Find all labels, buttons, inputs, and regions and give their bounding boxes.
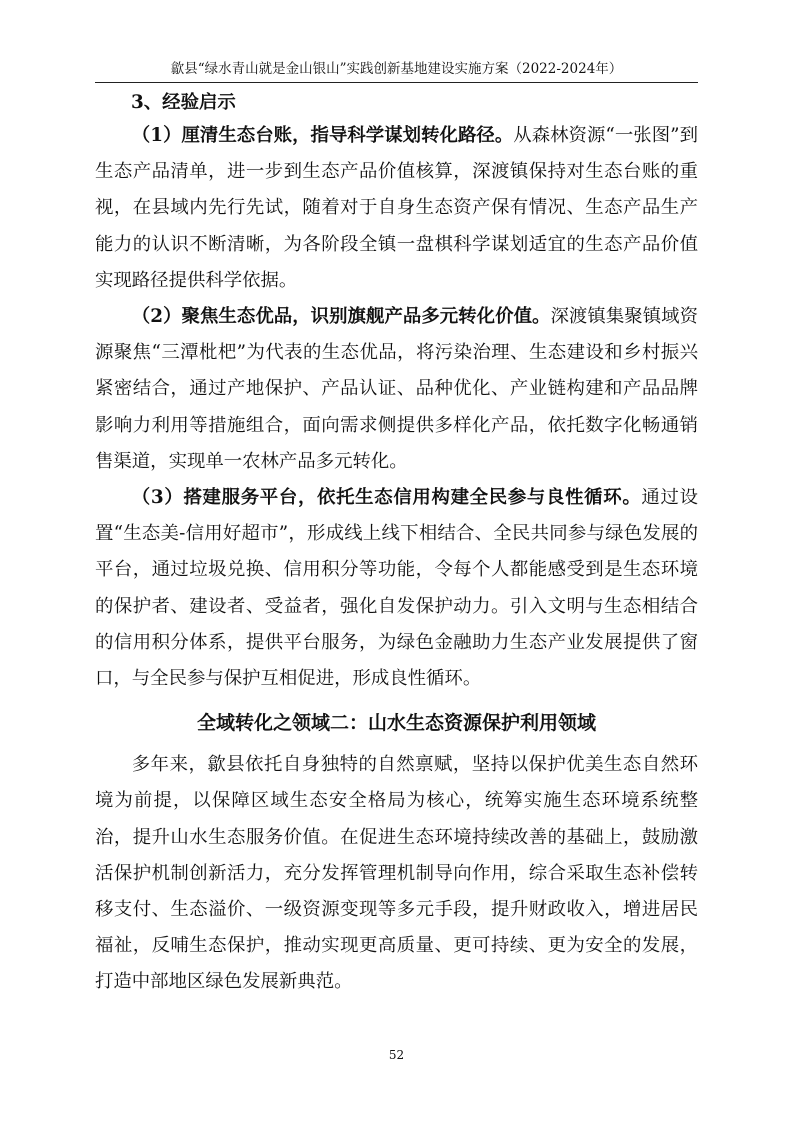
- insight-paragraph-2: [95, 299, 698, 480]
- insight-body-1: 从森林资源“一张图”到生态产品清单，进一步到生态产品价值核算，深渡镇保持对生态台账的重视，在县域内先行先试，随着对于自身生态资产保有情况、生态产品生产能力的认识不断清晰，为各阶段全镇一盘棋科学谋划适宜的生态产品价值实现路径提供科学依据。: [95, 125, 698, 291]
- insight-body-2: 深渡镇集聚镇域资源聚焦“三潭枇杷”为代表的生态优品，将污染治理、生态建设和乡村振兴紧密结合，通过产地保护、产品认证、品种优化、产业链构建和产品品牌影响力利用等措施组合，面向需求侧提供多样化产品，依托数字化畅通销售渠道，实现单一农林产品多元转化。: [95, 306, 698, 472]
- insight-lead-3: （3）搭建服务平台，依托生态信用构建全民参与良性循环。: [131, 487, 642, 509]
- running-header: 歙县“绿水青山就是金山银山”实践创新基地建设实施方案（2022-2024年）: [170, 61, 623, 77]
- insight-lead-1: （1）厘清生态台账，指导科学谋划转化路径。: [131, 125, 514, 146]
- insight-lead-2: （2）聚焦生态优品，识别旗舰产品多元转化价值。: [131, 306, 551, 328]
- page-number: 52: [388, 1048, 405, 1062]
- page-content: [95, 88, 698, 1001]
- domain-two-heading: 全域转化之领域二：山水生态资源保护利用领域: [196, 712, 596, 735]
- section-heading-experience: 3、经验启示: [131, 92, 236, 113]
- insight-body-3: 通过设置“生态美-信用好超市”，形成线上线下相结合、全民共同参与绿色发展的平台，通过垃圾兑换、信用积分等功能，令每个人都能感受到是生态环境的保护者、建设者、受益者，强化自发保护动力。引入文明与生态相结合的信用积分体系，提供平台服务，为绿色金融助力生态产业发展提供了窗口，与全民参与保护互相促进，形成良性循环。: [95, 487, 698, 690]
- insight-paragraph-1: [95, 118, 698, 299]
- domain-two-paragraph: 多年来，歙县依托自身独特的自然禀赋，坚持以保护优美生态自然环境为前提，以保障区域生态安全格局为核心，统筹实施生态环境系统整治，提升山水生态服务价值。在促进生态环境持续改善的基础上，鼓励激活保护机制创新活力，充分发挥管理机制导向作用，综合采取生态补偿转移支付、生态溢价、一级资源变现等多元手段，提升财政收入，增进居民福祉，反哺生态保护，推动实现更高质量、更可持续、更为安全的发展，打造中部地区绿色发展新典范。: [95, 754, 698, 993]
- header-divider: [95, 82, 698, 83]
- insight-paragraph-3: [95, 480, 698, 697]
